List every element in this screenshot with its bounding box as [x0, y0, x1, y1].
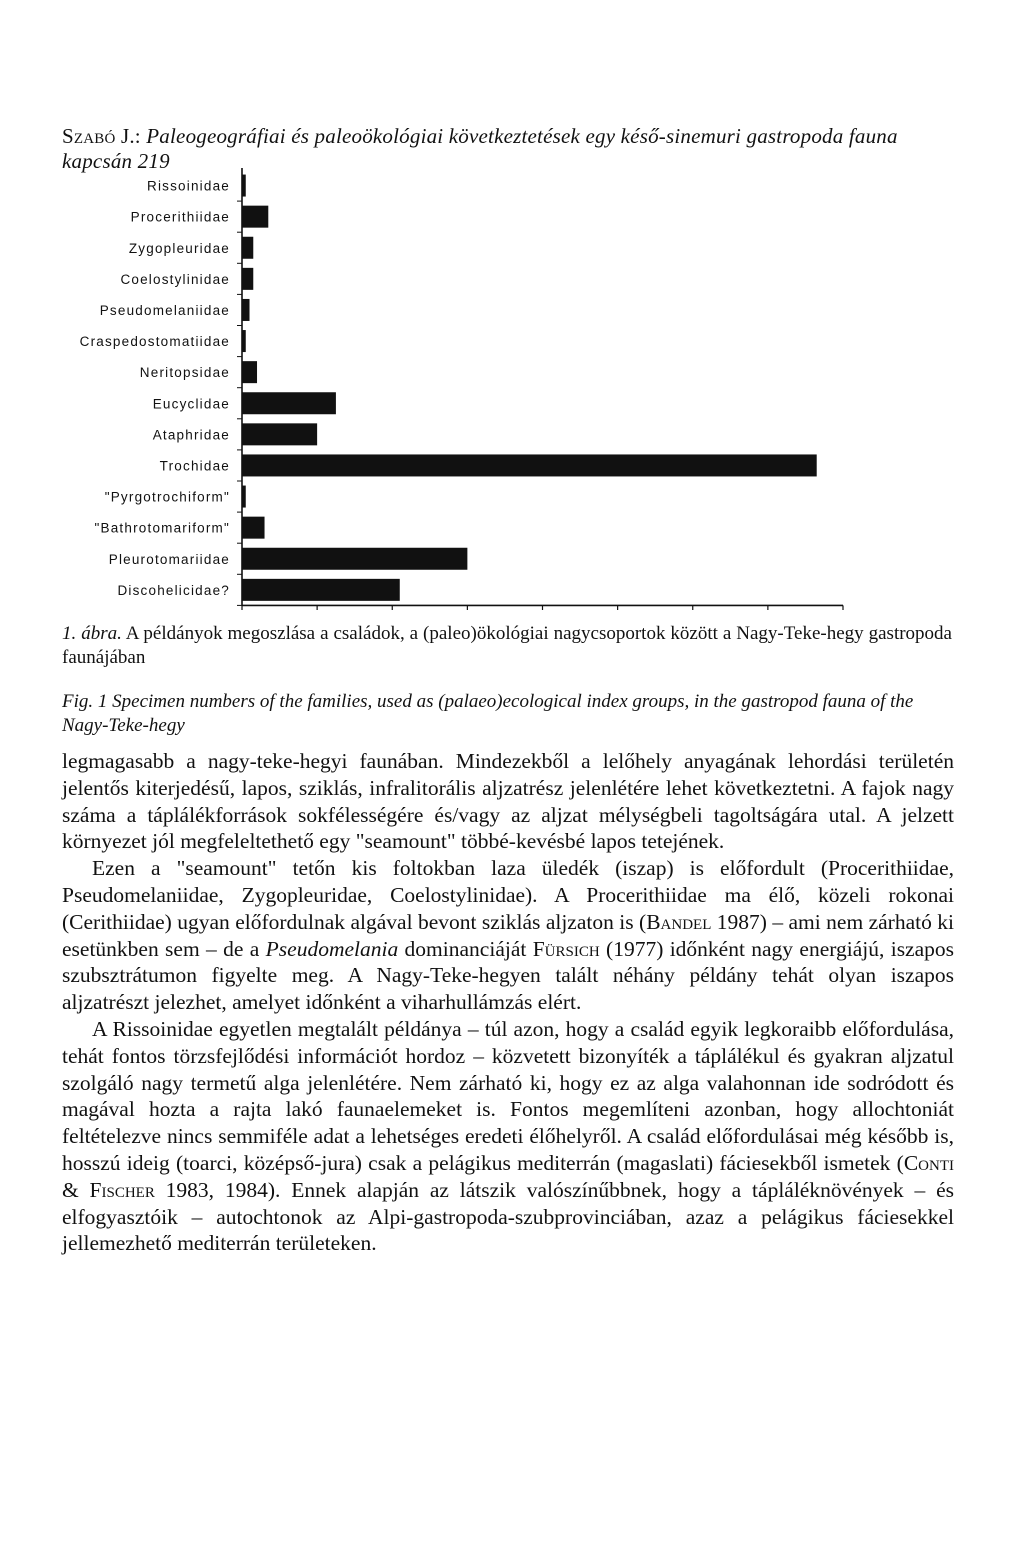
- bar: [242, 486, 246, 508]
- bar: [242, 206, 268, 228]
- bar: [242, 175, 246, 197]
- paragraph-3-text-a: A Rissoinidae egyetlen megtalált példánya – túl azon, hogy a család egyik legkoraibb előfordulása, tehát fontos törzsfejlődési információt hordoz – közvetett bizonyíték a táplálékul és gyakran aljzatul szolgáló nagy termetű alga jelenlétére. Nem zárható ki, hogy ez az alga valahonnan ide sodródott és magával hozta a rajta lakó faunaelemeket is. Fontos megemlíteni azonban, hogy allochtoniát feltételezve nincs semmiféle adat a lehetséges eredeti élőhelyről. A család előfordulásai még később is, hosszú ideig (toarci, középső-jura) csak a pelágikus mediterrán (magaslati) fáciesekből ismetek (: [62, 1016, 954, 1175]
- paragraph-2-text-b: 1987) – ami nem zárható ki esetünkben sem – de a: [62, 909, 954, 961]
- bar: [242, 330, 246, 352]
- bar: [242, 454, 817, 476]
- citation-author-fursich: Fürsich: [532, 936, 600, 961]
- bar: [242, 579, 400, 601]
- bar-chart: [0, 160, 1024, 610]
- header-author: Szabó J.:: [62, 124, 141, 148]
- category-label: "Bathrotomariform": [94, 520, 230, 536]
- bar: [242, 392, 336, 414]
- paragraph-2: [62, 855, 954, 1016]
- citation-author-conti: Conti: [903, 1150, 954, 1175]
- category-label: Trochidae: [159, 458, 230, 474]
- bar: [242, 361, 257, 383]
- paragraph-1: [62, 748, 954, 855]
- caption-hu-label: 1. ábra.: [62, 623, 122, 644]
- category-label: Zygopleuridae: [128, 240, 230, 256]
- paragraph-2-text-d: (1977) időnként nagy energiájú, iszapos szubsztrátumon figyelte meg. A Nagy-Teke-hegyen talált néhány példány tehát olyan iszapos aljzatrészt jelezhet, amelyet időnként a viharhullámzás elért.: [62, 936, 955, 1015]
- figure-caption-hungarian: [62, 622, 952, 670]
- genus-name: Pseudomelania: [265, 936, 399, 961]
- citation-author-bandel: Bandel: [646, 909, 712, 934]
- figure-caption-english: [62, 690, 952, 738]
- paragraph-1-text: legmagasabb a nagy-teke-hegyi faunában. Mindezekből a lelőhely anyagának lehordási területén jelentős kiterjedésű, lapos, sziklás, infralitorális aljzatrész jelenlétére lehet következtetni. A fajok nagy száma a táplálékforrások sokfélességére és/vagy az aljzat mélységbeli tagoltságára utal. A jelzett környezet jól megfeleltethető egy "seamount" többé-kevésbé lapos tetejének.: [62, 749, 954, 854]
- bar: [242, 237, 253, 259]
- caption-en-text: Specimen numbers of the families, used as (palaeo)ecological index groups, in the gastropod fauna of the Nagy-Teke-hegy: [62, 691, 914, 736]
- category-label: Ataphridae: [152, 427, 230, 443]
- category-label: Eucyclidae: [152, 396, 230, 412]
- page-number: 219: [137, 149, 170, 173]
- bar: [242, 548, 467, 570]
- category-label: Discohelicidae?: [117, 582, 230, 598]
- category-label: Coelostylinidae: [120, 271, 230, 287]
- bar: [242, 423, 317, 445]
- category-label: Craspedostomatiidae: [79, 334, 230, 350]
- paragraph-3: [62, 1016, 954, 1257]
- category-label: Procerithiidae: [130, 209, 230, 225]
- category-label: Neritopsidae: [139, 365, 230, 381]
- caption-en-label: Fig. 1: [62, 691, 108, 712]
- caption-hu-text: A példányok megoszlása a családok, a (paleo)ökológiai nagycsoportok között a Nagy-Teke-hegy gastropoda faunájában: [62, 623, 952, 668]
- category-label: Pseudomelaniidae: [99, 302, 230, 318]
- bar: [242, 517, 265, 539]
- category-label: Pleurotomariidae: [108, 551, 230, 567]
- paragraph-2-text-a: Ezen a "seamount" tetőn kis foltokban laza üledék (iszap) is előfordult (Procerithiidae, Pseudomelaniidae, Zygopleuridae, Coelostylinidae). A Procerithiidae ma élő, közeli rokonai (Cerithiidae) ugyan előfordulnak algával bevont sziklás aljzaton is (: [62, 856, 954, 934]
- category-label: Rissoinidae: [147, 178, 230, 194]
- paragraph-2-text-c: dominanciáját: [398, 936, 533, 961]
- body-text: [62, 748, 954, 1257]
- header-title: Paleogeográfiai és paleoökológiai következtetések egy késő-sinemuri gastropoda fauna kapcsán: [62, 124, 898, 173]
- bar: [242, 268, 253, 290]
- bar: [242, 299, 250, 321]
- paragraph-3-ampersand: &: [62, 1177, 90, 1202]
- category-label: "Pyrgotrochiform": [104, 489, 230, 505]
- paragraph-3-text-b: 1983, 1984). Ennek alapján az látszik valószínűbbnek, hogy a tápláléknövények – és elfogyasztóik – autochtonok az Alpi-gastropoda-szubprovinciában, azaz a pelágikus fáciesekkel jellemezhető mediterrán területeken.: [62, 1177, 954, 1256]
- citation-author-fischer: Fischer: [89, 1177, 155, 1202]
